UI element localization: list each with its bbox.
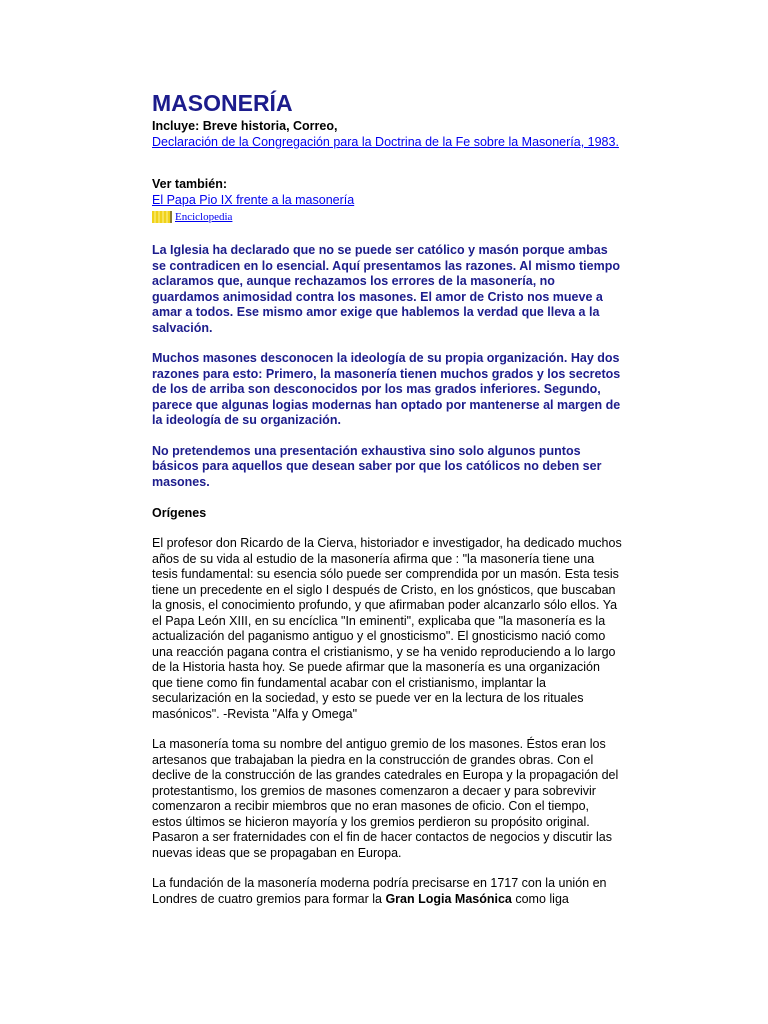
declaration-link[interactable]: Declaración de la Congregación para la Doctrina de la Fe sobre la Masonería, 1983.: [152, 135, 619, 149]
page-title: MASONERÍA: [152, 90, 293, 116]
origins-heading: Orígenes: [152, 506, 207, 520]
body-paragraph: La masonería toma su nombre del antiguo gremio de los masones. Éstos eran los artesanos que trabajaban la piedra en la construcción de grandes obras. Con el declive de la construcción de las grandes catedrales en Europa y la propagación del protestantismo, los gremios de masones comenzaron a decaer y para sobrevivir comenzaron a recibir miembros que no eran masones de oficio. Con el tiempo, estos últimos se hicieron mayoría y los gremios perdieron su propósito original. Pasaron a ser fraternidades con el fin de hacer contactos de negocios y discutir las nuevas ideas que se propagaban en Europa.: [152, 737, 619, 860]
intro-paragraph: La Iglesia ha declarado que no se puede ser católico y masón porque ambas se contradicen en lo esencial. Aquí presentamos las razones. Al mismo tiempo aclaramos que, aunque rechazamos los errores de la masonería, no guardamos animosidad contra los masones. El amor de Cristo nos mueve a amar a todos. Ese mismo amor exige que hablemos la verdad que lleva a la salvación.: [152, 243, 620, 335]
text-run: como liga: [511, 891, 569, 906]
see-also-label: Ver también:: [152, 177, 228, 191]
gran-logia-emphasis: Gran Logia Masónica: [385, 891, 512, 906]
body-section: [152, 536, 622, 907]
intro-paragraph: Muchos masones desconocen la ideología de su propia organización. Hay dos razones para esto: Primero, la masonería tienen muchos grados y los secretos de los de arriba son desconocidos por los mas grados inferiores. Segundo, parece que algunas logias modernas han optado por mantenerse al margen de la ideología de su organización.: [152, 351, 621, 427]
includes-line: Incluye: Breve historia, Correo,: [152, 119, 338, 133]
encyclopedia-link[interactable]: Enciclopedia: [175, 211, 233, 223]
text-run: La fundación de la masonería moderna podría precisarse en 1717 con la unión en Londres de cuatro gremios para formar la: [152, 876, 607, 906]
body-paragraph-last: [152, 876, 622, 907]
encyclopedia-row: [152, 209, 622, 225]
body-paragraph: El profesor don Ricardo de la Cierva, historiador e investigador, ha dedicado muchos años de su vida al estudio de la masonería afirma que : "la masonería tiene una tesis fundamental: su esencia sólo puede ser comprendida por un masón. Esta tesis tiene un precedente en el siglo I después de Cristo, en los gnósticos, que buscaban la gnosis, el conocimiento profundo, y que afirmaban poder alcanzarlo sólo ellos. Ya el Papa León XIII, en su encíclica "In eminenti", explicaba que "la masonería es la actualización del paganismo antiguo y el gnosticismo". El gnosticismo nació como una reacción pagana contra el cristianismo, y se ha venido reproduciendo a lo largo de la Historia hasta hoy. Se puede afirmar que la masonería es una organización que tiene como fin fundamental acabar con el cristianismo, implantar la secularización en la sociedad, y esto se puede ver en la lectura de los rituales masónicos". -Revista "Alfa y Omega": [152, 536, 622, 721]
intro-paragraph: No pretendemos una presentación exhaustiva sino solo algunos puntos básicos para aquellos que desean saber por que los católicos no deben ser masones.: [152, 443, 602, 489]
document-page: [152, 88, 622, 922]
intro-section: [152, 243, 622, 490]
pio-ix-link[interactable]: El Papa Pio IX frente a la masonería: [152, 193, 355, 207]
encyclopedia-icon[interactable]: [152, 211, 172, 223]
